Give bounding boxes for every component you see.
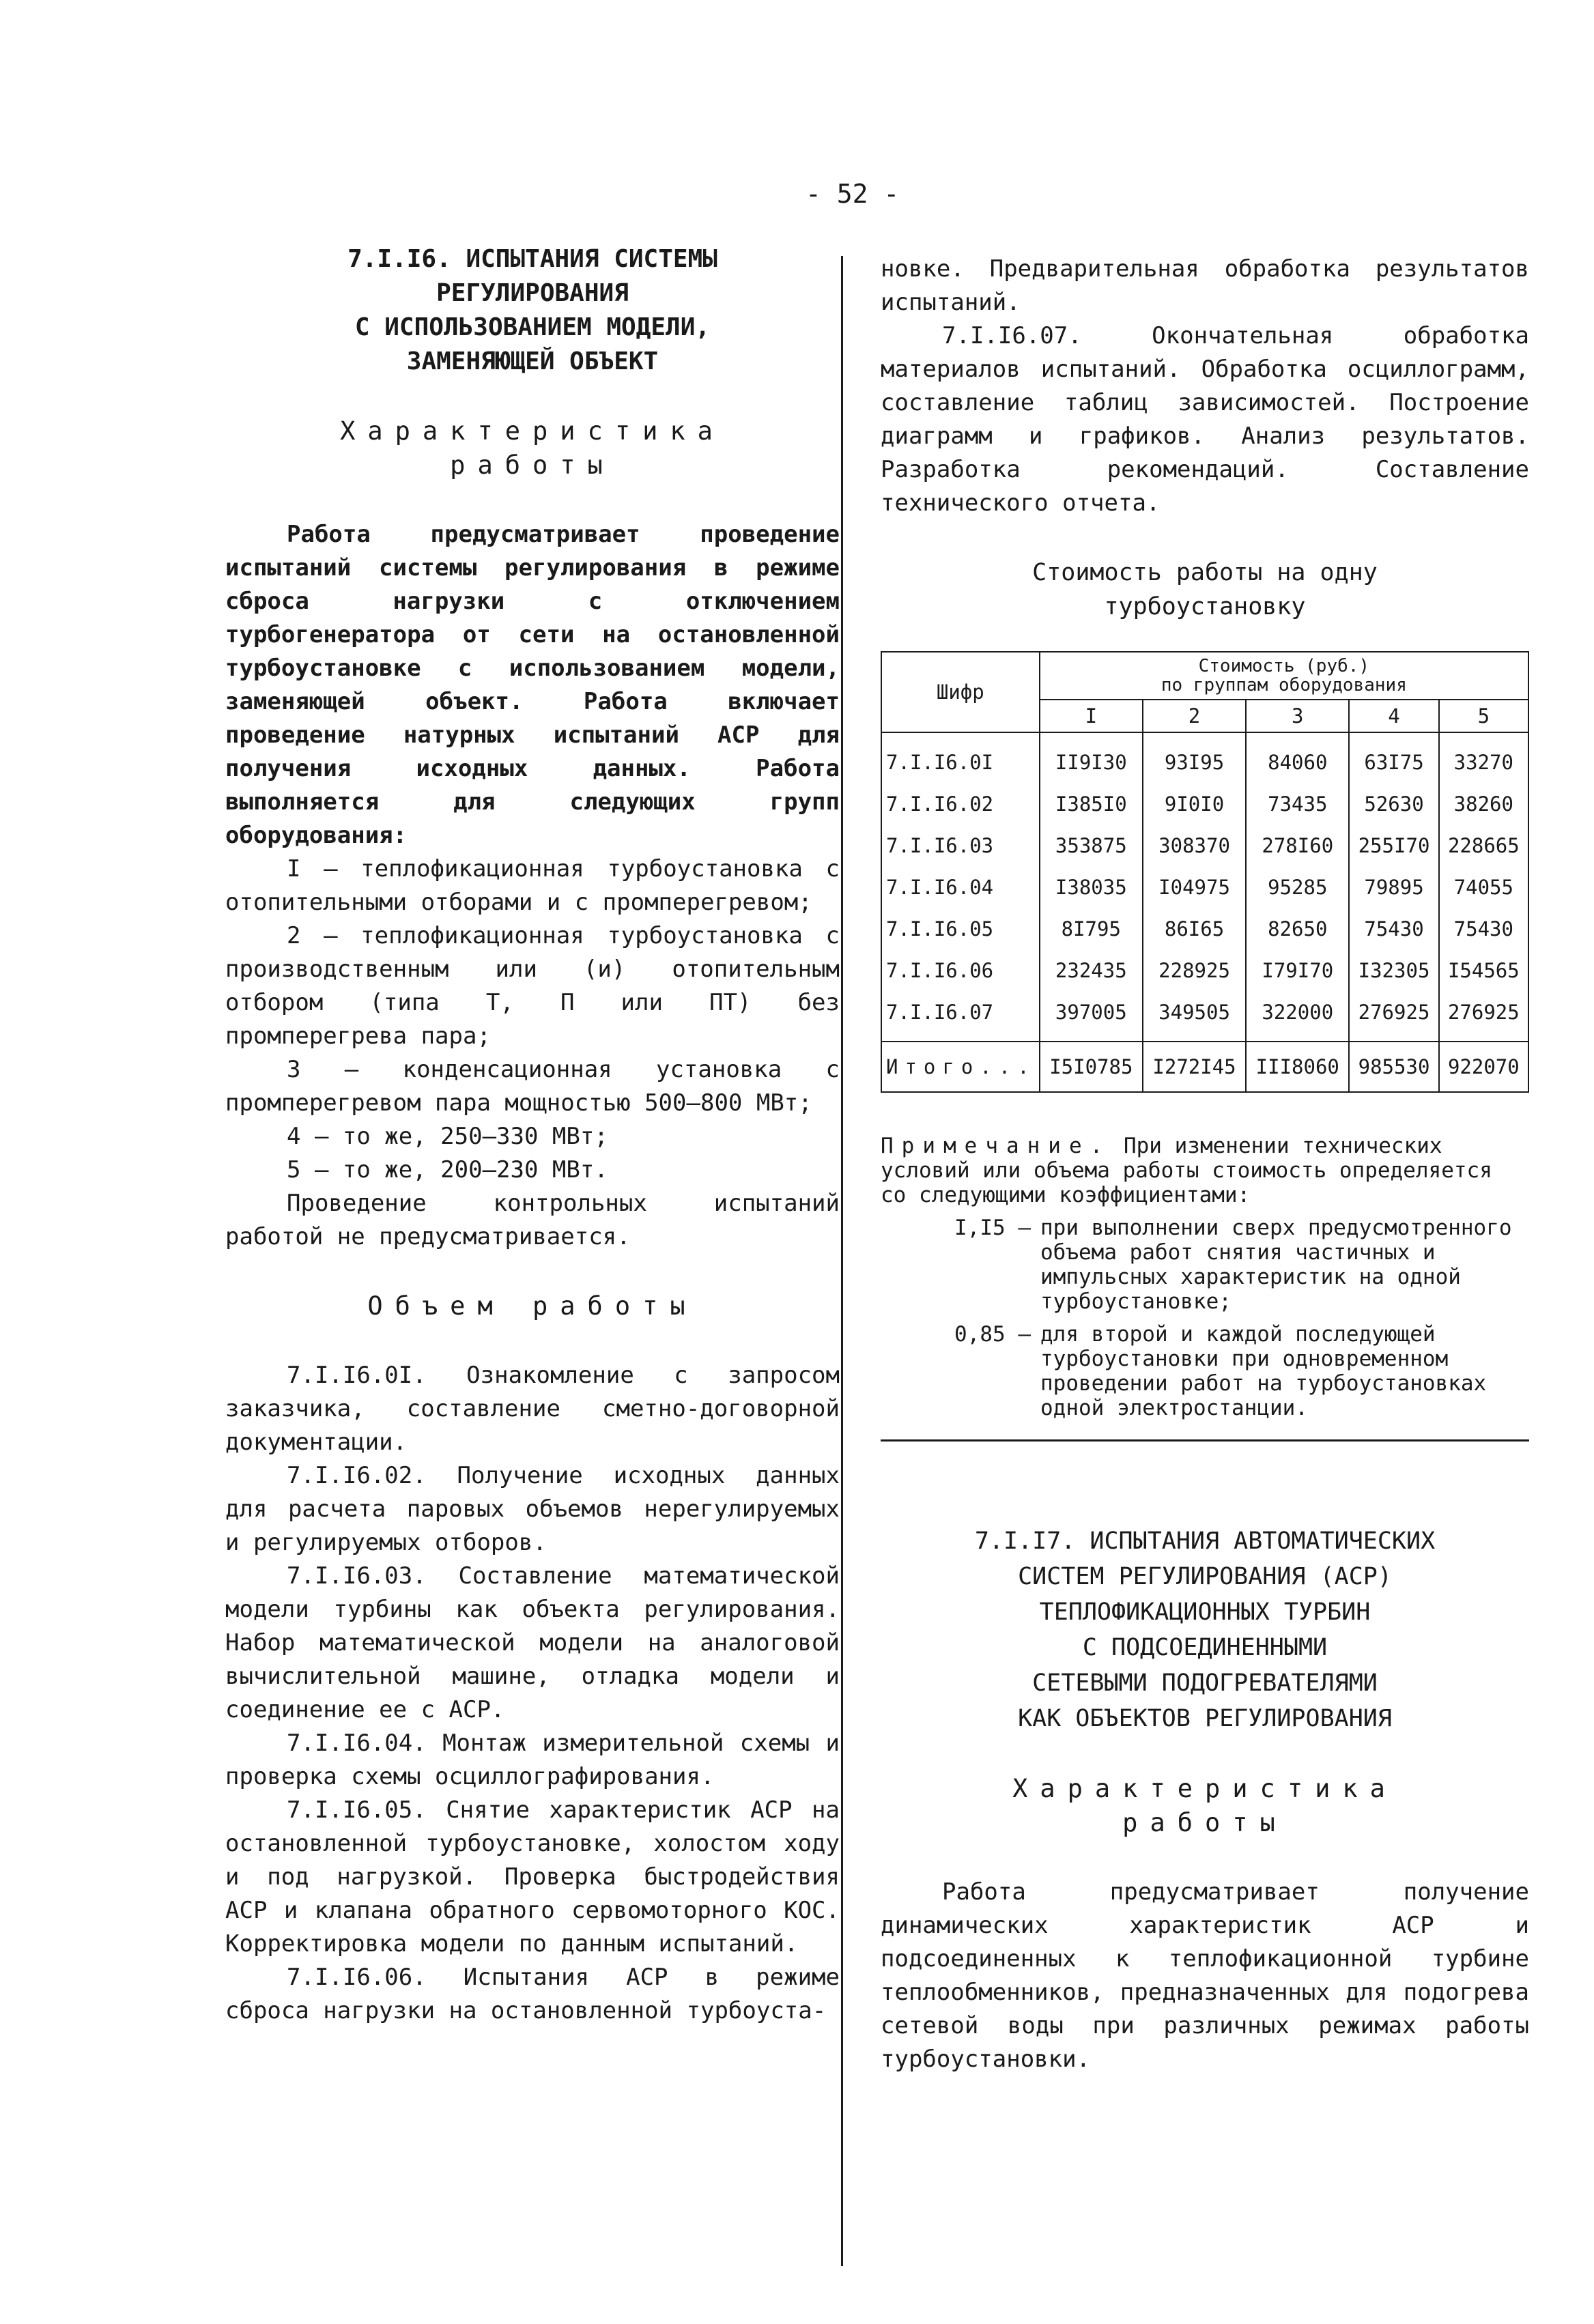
note-block bbox=[881, 1134, 1529, 1420]
cost-cell: 397005 bbox=[1040, 991, 1143, 1042]
cost-cell: 278I60 bbox=[1246, 824, 1349, 866]
cost-cell: 75430 bbox=[1349, 908, 1438, 949]
cost-cell: 84060 bbox=[1246, 732, 1349, 783]
coefficient-item bbox=[881, 1322, 1529, 1420]
characteristic-title-line: работы bbox=[450, 450, 615, 480]
cost-cell: I38035 bbox=[1040, 866, 1143, 908]
cost-cell: 276925 bbox=[1439, 991, 1528, 1042]
col-header-group: 2 bbox=[1143, 700, 1246, 732]
cost-cell: 93I95 bbox=[1143, 732, 1246, 783]
heading-line: 7.I.I6. ИСПЫТАНИЯ СИСТЕМЫ bbox=[347, 245, 717, 273]
work-step: 7.I.I6.0I. Ознакомление с запросом заказчика, составление сметно-договорной документации. bbox=[225, 1362, 840, 1456]
heading-line: КАК ОБЪЕКТОВ РЕГУЛИРОВАНИЯ bbox=[1018, 1705, 1392, 1732]
cost-cell: 9I0I0 bbox=[1143, 783, 1246, 824]
cost-cell: 8I795 bbox=[1040, 908, 1143, 949]
control-tests-paragraph: Проведение контрольных испытаний работой не предусматривается. bbox=[225, 1190, 840, 1250]
col-header-group: 4 bbox=[1349, 700, 1438, 732]
cost-cell: 75430 bbox=[1439, 908, 1528, 949]
cost-cell: 82650 bbox=[1246, 908, 1349, 949]
row-code: 7.I.I6.04 bbox=[881, 866, 1040, 908]
cost-cell: 79895 bbox=[1349, 866, 1438, 908]
heading-line: РЕГУЛИРОВАНИЯ bbox=[436, 279, 629, 307]
row-code: 7.I.I6.03 bbox=[881, 824, 1040, 866]
total-label: Итого... bbox=[881, 1042, 1040, 1092]
coefficient-item bbox=[881, 1216, 1529, 1314]
group-item: I – теплофикационная турбоустановка с отопительными отборами и с промперегревом; bbox=[225, 855, 840, 916]
cost-cell: 255I70 bbox=[1349, 824, 1438, 866]
total-cell: 985530 bbox=[1349, 1042, 1438, 1092]
col-header-group: 3 bbox=[1246, 700, 1349, 732]
table-row bbox=[881, 908, 1528, 949]
note-lead: Примечание. bbox=[881, 1134, 1111, 1158]
heading-line: 7.I.I7. ИСПЫТАНИЯ АВТОМАТИЧЕСКИХ bbox=[974, 1527, 1436, 1555]
table-row bbox=[881, 783, 1528, 824]
cost-cell: 52630 bbox=[1349, 783, 1438, 824]
cost-cell: 276925 bbox=[1349, 991, 1438, 1042]
col-header-cost-title: Стоимость (руб.) bbox=[1198, 656, 1370, 676]
cost-cell: I54565 bbox=[1439, 949, 1528, 991]
work-step: 7.I.I6.03. Составление математической модели турбины как объекта регулирования. Набор математической модели на аналоговой вычислительной машине, отладка модели и соединение ее с АСР. bbox=[225, 1562, 840, 1723]
heading-line: СИСТЕМ РЕГУЛИРОВАНИЯ (АСР) bbox=[1018, 1563, 1392, 1590]
col-header-cost bbox=[1040, 652, 1528, 700]
cost-cell: 228665 bbox=[1439, 824, 1528, 866]
coefficient-value: I,I5 – bbox=[954, 1216, 1031, 1240]
col-header-cipher: Шифр bbox=[881, 652, 1040, 732]
heading-line: С ИСПОЛЬЗОВАНИЕМ МОДЕЛИ, bbox=[354, 313, 711, 341]
continuation-paragraph: новке. Предварительная обработка результатов испытаний. bbox=[881, 255, 1529, 316]
table-caption-line: Стоимость работы на одну bbox=[1032, 559, 1378, 586]
work-step: 7.I.I6.04. Монтаж измерительной схемы и проверка схемы осциллографирования. bbox=[225, 1730, 840, 1790]
column-divider bbox=[841, 256, 843, 2266]
row-code: 7.I.I6.0I bbox=[881, 732, 1040, 783]
table-row bbox=[881, 732, 1528, 783]
cost-cell: 308370 bbox=[1143, 824, 1246, 866]
table-row bbox=[881, 949, 1528, 991]
work-step: 7.I.I6.06. Испытания АСР в режиме сброса нагрузки на остановленной турбоуста- bbox=[225, 1964, 840, 2024]
cost-cell: I385I0 bbox=[1040, 783, 1143, 824]
cost-cell: 33270 bbox=[1439, 732, 1528, 783]
total-cell: I272I45 bbox=[1143, 1042, 1246, 1092]
volume-title: Объем работы bbox=[367, 1291, 698, 1321]
row-code: 7.I.I6.05 bbox=[881, 908, 1040, 949]
section-heading-7-1-17 bbox=[881, 1523, 1529, 1736]
cost-table bbox=[881, 651, 1529, 1093]
table-row bbox=[881, 866, 1528, 908]
row-code: 7.I.I6.06 bbox=[881, 949, 1040, 991]
page-number: - 52 - bbox=[806, 179, 900, 209]
cost-cell: I32305 bbox=[1349, 949, 1438, 991]
characteristic-title-line: Характеристика bbox=[340, 416, 725, 446]
note-text: При изменении технических условий или объема работы стоимость определяется со следующими коэффициентами: bbox=[881, 1134, 1492, 1207]
left-column bbox=[225, 242, 840, 2028]
horizontal-rule bbox=[881, 1439, 1529, 1441]
row-code: 7.I.I6.07 bbox=[881, 991, 1040, 1042]
table-row bbox=[881, 824, 1528, 866]
heading-line: ТЕПЛОФИКАЦИОННЫХ ТУРБИН bbox=[1039, 1598, 1371, 1626]
col-header-group: I bbox=[1040, 700, 1143, 732]
intro-paragraph: Работа предусматривает проведение испытаний системы регулирования в режиме сброса нагрузки с отключением турбогенератора от сети на остановленной турбоустановке с использованием модели, заменяющей объект. Работа включает проведение натурных испытаний АСР для получения исходных данных. Работа выполняется для следующих групп оборудования: bbox=[225, 521, 840, 849]
cost-cell: II9I30 bbox=[1040, 732, 1143, 783]
table-total-row bbox=[881, 1042, 1528, 1092]
characteristic-title-line: работы bbox=[1122, 1808, 1287, 1837]
heading-line: СЕТЕВЫМИ ПОДОГРЕВАТЕЛЯМИ bbox=[1032, 1669, 1378, 1697]
total-cell: I5I0785 bbox=[1040, 1042, 1143, 1092]
cost-cell: 228925 bbox=[1143, 949, 1246, 991]
section-heading-7-1-16 bbox=[225, 242, 840, 379]
cost-cell: I79I70 bbox=[1246, 949, 1349, 991]
coefficient-value: 0,85 – bbox=[954, 1322, 1031, 1347]
work-step: 7.I.I6.07. Окончательная обработка материалов испытаний. Обработка осциллограмм, составление таблиц зависимостей. Построение диаграмм и графиков. Анализ результатов. Разработка рекомендаций. Составление технического отчета. bbox=[881, 322, 1529, 517]
cost-cell: I04975 bbox=[1143, 866, 1246, 908]
heading-line: С ПОДСОЕДИНЕННЫМИ bbox=[1082, 1634, 1328, 1661]
work-step: 7.I.I6.02. Получение исходных данных для расчета паровых объемов нерегулируемых и регулируемых отборов. bbox=[225, 1462, 840, 1556]
total-cell: 922070 bbox=[1439, 1042, 1528, 1092]
cost-cell: 232435 bbox=[1040, 949, 1143, 991]
heading-line: ЗАМЕНЯЮЩЕЙ ОБЪЕКТ bbox=[406, 347, 659, 375]
table-caption-line: турбоустановку bbox=[1104, 593, 1306, 620]
characteristic-title-line: Характеристика bbox=[1012, 1774, 1397, 1803]
cost-cell: 353875 bbox=[1040, 824, 1143, 866]
cost-cell: 349505 bbox=[1143, 991, 1246, 1042]
right-column bbox=[881, 253, 1529, 2076]
cost-cell: 86I65 bbox=[1143, 908, 1246, 949]
coefficient-text: для второй и каждой последующей турбоустановки при одновременном проведении работ на турбоустановках одной электростанции. bbox=[1040, 1322, 1487, 1420]
cost-cell: 322000 bbox=[1246, 991, 1349, 1042]
row-code: 7.I.I6.02 bbox=[881, 783, 1040, 824]
cost-cell: 38260 bbox=[1439, 783, 1528, 824]
table-row bbox=[881, 991, 1528, 1042]
group-item: 2 – теплофикационная турбоустановка с производственным или (и) отопительным отбором (типа Т, П или ПТ) без промперегрева пара; bbox=[225, 922, 840, 1050]
cost-cell: 95285 bbox=[1246, 866, 1349, 908]
group-item: 5 – то же, 200–230 МВт. bbox=[287, 1156, 608, 1183]
cost-cell: 73435 bbox=[1246, 783, 1349, 824]
group-item: 4 – то же, 250–330 МВт; bbox=[287, 1123, 608, 1150]
work-step: 7.I.I6.05. Снятие характеристик АСР на остановленной турбоустановке, холостом ходу и под нагрузкой. Проверка быстродействия АСР и клапана обратного сервомоторного КОС. Корректировка модели по данным испытаний. bbox=[225, 1796, 840, 1957]
group-item: 3 – конденсационная установка с промперегревом пара мощностью 500–800 МВт; bbox=[225, 1056, 840, 1117]
cost-cell: 63I75 bbox=[1349, 732, 1438, 783]
total-cell: III8060 bbox=[1246, 1042, 1349, 1092]
col-header-group: 5 bbox=[1439, 700, 1528, 732]
cost-cell: 74055 bbox=[1439, 866, 1528, 908]
coefficient-text: при выполнении сверх предусмотренного объема работ снятия частичных и импульсных характеристик на одной турбоустановке; bbox=[1040, 1216, 1512, 1314]
col-header-cost-subtitle: по группам оборудования bbox=[1161, 675, 1407, 695]
intro-paragraph: Работа предусматривает получение динамических характеристик АСР и подсоединенных к теплофикационной турбине теплообменников, предназначенных для подогрева сетевой воды при различных режимах работы турбоустановки. bbox=[881, 1878, 1529, 2073]
